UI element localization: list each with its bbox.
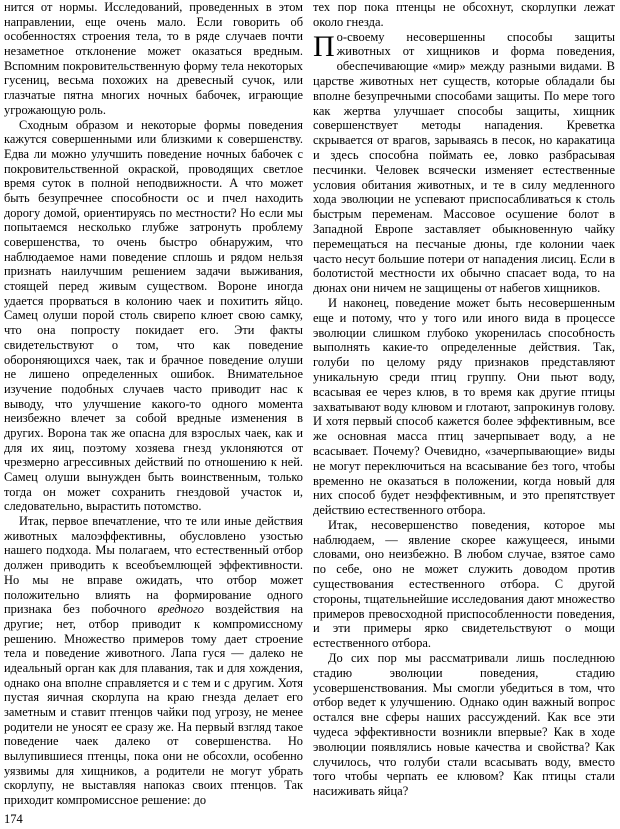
paragraph-text: воздействия на другие; нет, отбор приводит к компромиссному решению. Множество примеров тому дает строение тела и поведение животного. Лапа гуся — далеко не идеальный орган как для плавания, так и для хождения, однако она вполне справляется и с тем и с другим. Хотя пустая яичная скорлупа на краю гнезда делает его заметным и ставит птенцов чайки под угрозу, не менее родители не уносят ее сразу же. На первый взгляд такое поведение чаек далеко от совершенства. Но вылупившиеся птенцы, пока они не обсохли, особенно уязвимы для хищников, а родители не могут убрать скорлупу, не выставляя напоказ своих птенцов. Так приходит компромиссное решение: до [4,602,303,808]
paragraph: До сих пор мы рассматривали лишь последнюю стадию эволюции поведения, стадию усовершенствования. Мы смогли убедиться в том, что отбор ведет к улучшению. Однако один важный вопрос остался вне сферы наших рассуждений. Как все эти чудеса эффективности возникли впервые? Как в ходе эволюции появлялись новые качества и свойства? Как случилось, что голуби стали всасывать воду, вместо того чтобы черпать ее клювом? Как птицы стали насиживать яйца? [313,651,615,799]
paragraph: Сходным образом и некоторые формы поведения кажутся совершенными или близкими к совершенству. Едва ли можно улучшить поведение ночных бабочек с покровительственной окраской, проводящих светлое время суток в полной неподвижности. А что может быть безупречнее способности ос и пчел находить дорогу домой, ориентируясь по местности? Но если мы попытаемся несколько глубже затронуть проблему совершенства, то очень быстро обнаружим, что наблюдаемое нами поведение сплошь и рядом нельзя признать наилучшим решением задачи выживания, стоящей перед живым существом. Вороне иногда удается прорваться в колонию чаек и похитить яйцо. Самец олуши порой столь свирепо клюет свою самку, что она попросту покидает его. Эти факты свидетельствуют о том, что как поведение обороняющихся чаек, так и брачное поведение олуши не лишено определенных ошибок. Внимательное изучение подобных случаев часто приводит нас к выводу, что улучшение какого-то одного момента неизбежно влечет за собой вредные изменения в других. Ворона так же опасна для взрослых чаек, как и для их яиц, поэтому хозяева гнезд уклоняются от чрезмерно агрессивных действий по отношению к ней. Самец олуши вынужден быть воинственным, только тогда он может сохранить гнездовой участок и, следовательно, вырастить потомство. [4,117,303,514]
paragraph: нится от нормы. Исследований, проведенных в этом направлении, еще очень мало. Если говорить об особенностях строения тела, то в ряде случаев почти незаметное отклонение может оказаться вредным. Вспомним покровительственную форму тела некоторых гусениц, весьма похожих на древесный сучок, или глазчатые пятна многих ночных бабочек, играющие угрожающую роль. [4,0,303,117]
paragraph-text: о-своему несовершенны способы защиты животных от хищников и форма поведения, обеспечивающие «мир» между разными видами. В царстве животных нет существ, которые обладали бы вполне безупречными способами защиты. По мере того как жертва улучшает способы защиты, хищник совершенствует методы нападения. Креветка скрывается от врагов, зарываясь в песок, но каракатица и здесь способна поймать ее, ловко разбрасывая песчинки. Человек всячески изменяет естественные условия обитания животных, и те в силу медленного хода эволюции не успевают приспосабливаться к столь быстрым переменам. Массовое осушение болот в Западной Европе заставляет обыкновенную чайку перемещаться на песчаные дюны, где колонии чаек часто несут большие потери от нападения лисиц. Если в болотистой местности их обычно спасает вода, то на дюнах они ничем не защищены от набегов хищников. [313,29,615,296]
drop-cap-letter: П [313,29,335,63]
paragraph: тех пор пока птенцы не обсохнут, скорлупки лежат около гнезда. [313,0,615,29]
paragraph: И наконец, поведение может быть несовершенным еще и потому, что у того или иного вида в процессе эволюции слишком глубоко укоренилась способность выполнять какие-то определенные действия. Так, голуби по целому ряду признаков представляют уникальную среди птиц группу. Они пьют воду, всасывая ее через клюв, в то время как другие птицы захватывают воду клювом и глотают, запрокинув голову. И хотя первый способ кажется более эффективным, все же основная масса птиц зачерпывает воду, а не всасывает. Почему? Очевидно, «зачерпывающие» виды не могут переключиться на всасывание без того, чтобы временно не оказаться в положении, когда новый для них способ будет неэффективным, и это препятствует действию естественного отбора. [313,295,615,518]
paragraph: Итак, несовершенство поведения, которое мы наблюдаем, — явление скорее кажущееся, иными словами, оно неизбежно. В любом случае, взятое само по себе, оно не может служить доводом против существования естественного отбора. С другой стороны, тщательнейшие исследования дают множество примеров превосходной приспособленности поведения, и эти примеры ярко свидетельствуют о мощи естественного отбора. [313,517,615,651]
section-opening-paragraph [313,30,615,296]
right-column [313,0,615,799]
paragraph [4,514,303,808]
paragraph-text: Итак, первое впечатление, что те или иные действия животных малоэффективны, обусловлено узостью нашего подхода. Мы полагаем, что естественный отбор должен приводить к всеобъемлющей эффективности. Но мы не вправе ожидать, что отбор может положительно влиять на формирование одного признака без побочного [4,514,303,617]
page-number: 174 [4,812,23,826]
emphasized-word: вредного [157,602,204,617]
left-column [4,0,303,808]
